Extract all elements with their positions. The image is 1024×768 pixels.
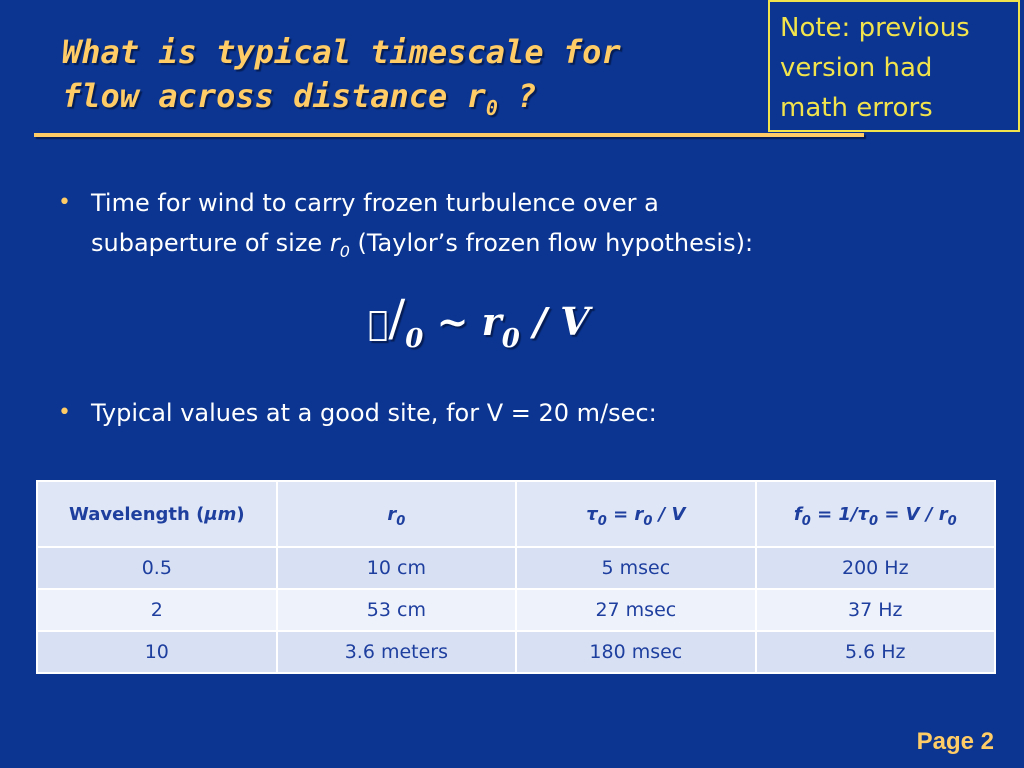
bullet-dot-icon: • [58,400,71,425]
header-r0: $r_0$ [277,481,516,547]
bullet-2-text: Typical values at a good site, for V = 20 m/sec: [91,399,657,427]
table-row [37,589,995,631]
table-cell: 27 msec [516,589,755,631]
bullet-2 [58,393,958,433]
table-cell: 180 msec [516,631,755,673]
title-subscript: 0 [485,96,498,120]
slide-title [62,30,682,122]
equation-symbol-glyph [368,304,388,344]
table-header-row [37,481,995,547]
table-cell: 37 Hz [756,589,995,631]
note-box [768,0,1020,132]
table-cell: 10 cm [277,547,516,589]
header-wavelength: Wavelength (μm) [37,481,277,547]
timescale-table [36,480,996,674]
title-line-2 [62,74,682,122]
title-line-1: What is typical timescale for [62,33,621,71]
bullet-dot-icon: • [58,190,71,215]
title-underline [34,133,864,137]
bullet-1-line-2a: subaperture of size [91,229,330,257]
title-line-2-end: ? [497,77,537,115]
equation-r: r [461,299,482,344]
bullet-1-var: r [329,229,340,257]
equation-r-sub: 0 [481,324,500,354]
title-line-2-text: flow across distance r [62,77,486,115]
note-line-1: Note: previous [780,13,970,43]
table-cell: 5.6 Hz [756,631,995,673]
note-line-3: math errors [780,93,933,123]
table-row [37,631,995,673]
equation-glyph-stroke: / [368,289,385,347]
bullet-1-line-2b: (Taylor’s frozen flow hypothesis): [349,229,754,257]
table-cell: 2 [37,589,277,631]
table-cell: 200 Hz [756,547,995,589]
table-cell: 0.5 [37,547,277,589]
bullet-1 [58,183,958,266]
equation-lhs-sub: 0 [384,324,403,354]
bullet-1-line-1: Time for wind to carry frozen turbulence over a [91,189,659,217]
bullet-1-text [91,183,958,266]
equation-rhs: / V [499,299,570,344]
header-f0: $f_0 = 1/\tau_0 = V / r_0$ [756,481,995,547]
table-cell: 53 cm [277,589,516,631]
page-number: Page 2 [916,728,994,755]
note-line-2: version had [780,53,933,83]
equation-tilde: ~ [402,299,462,344]
table-cell: 10 [37,631,277,673]
bullet-1-var-sub: 0 [339,242,350,261]
table-cell: 3.6 meters [277,631,516,673]
table-cell: 5 msec [516,547,755,589]
header-tau0: $\tau_0 = r_0 / V$ [516,481,755,547]
table-row [37,547,995,589]
equation [368,288,590,357]
